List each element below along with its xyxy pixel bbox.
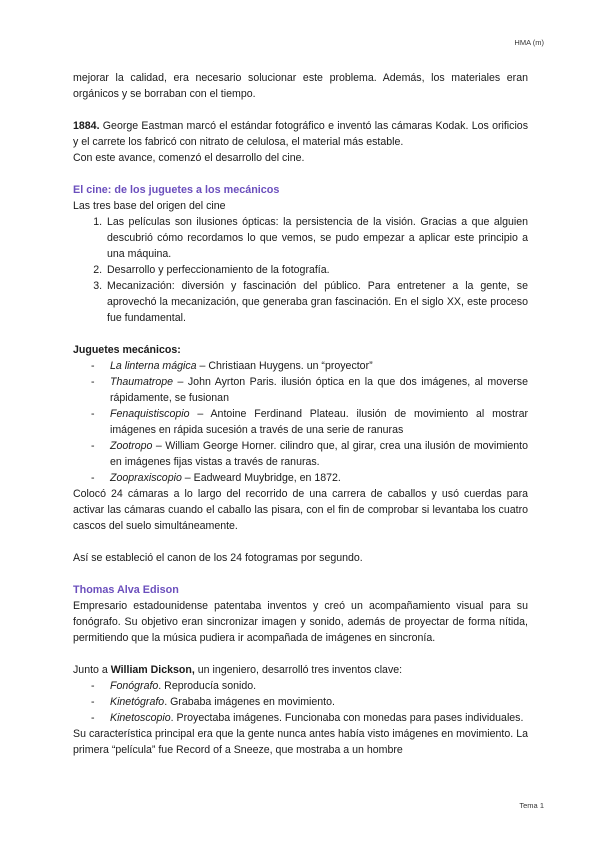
list-item: - La linterna mágica – Christiaan Huygens. un “proyector” <box>73 358 528 374</box>
list-item: - Zootropo – William George Horner. cilindro que, al girar, crea una ilusión de movimiento en imágenes fijas vistas a través de ranuras. <box>73 438 528 470</box>
paragraph-muybridge: Colocó 24 cámaras a lo largo del recorrido de una carrera de caballos y usó cuerdas para activar las cámaras cuando el caballo las pisara, con el fin de comprobar si levantaba los cuatro cascos del suelo simultáneamente. <box>73 488 528 532</box>
year-label: 1884. <box>73 120 100 132</box>
paragraph-continuation: mejorar la calidad, era necesario solucionar este problema. Además, los materiales eran orgánicos y se borraban con el tiempo. <box>73 72 528 100</box>
list-item: - Fenaquistiscopio – Antoine Ferdinand Plateau. ilusión de movimiento al mostrar imágenes en rápida sucesión a través de una serie de ranuras <box>73 406 528 438</box>
list-item: 3. Mecanización: diversión y fascinación del público. Para entretener a la gente, se aprovechó la mecanización, que generaba gran fascinación. En el siglo XX, este proceso fue fundamental. <box>105 278 528 326</box>
section-heading-origins: El cine: de los juguetes a los mecánicos <box>73 184 280 196</box>
toys-heading: Juguetes mecánicos: <box>73 344 181 356</box>
paragraph-edison: Empresario estadounidense patentaba inventos y creó un acompañamiento visual para su fonógrafo. Su objetivo eran sincronizar imagen y sonido, además de proyectar de forma nítida, permitiendo que la música pudiera ir acompañada de imágenes en sincronía. <box>73 600 528 644</box>
list-item: 1. Las películas son ilusiones ópticas: la persistencia de la visión. Gracias a que alguien descubrió cómo recordamos lo que vemos, se pudo empezar a aplicar este principio a una máquina. <box>105 214 528 262</box>
paragraph-dickson: Junto a William Dickson, un ingeniero, desarrolló tres inventos clave: <box>73 664 403 676</box>
paragraph-canon: Así se estableció el canon de los 24 fotogramas por segundo. <box>73 552 363 564</box>
document-body <box>73 70 528 758</box>
paragraph-cinema-start: Con este avance, comenzó el desarrollo del cine. <box>73 152 305 164</box>
page-header: HMA (m) <box>514 38 544 47</box>
inventions-list <box>73 678 528 726</box>
section-heading-edison: Thomas Alva Edison <box>73 584 179 596</box>
paragraph-final: Su característica principal era que la gente nunca antes había visto imágenes en movimiento. La primera “película” fue Record of a Sneeze, que mostraba a un hombre <box>73 728 528 756</box>
page-footer: Tema 1 <box>519 801 544 810</box>
list-item: - Kinetógrafo. Grababa imágenes en movimiento. <box>73 694 528 710</box>
paragraph-eastman: 1884. George Eastman marcó el estándar fotográfico e inventó las cámaras Kodak. Los orificios y el carrete los fabricó con nitrato de celulosa, el material más estable. <box>73 120 528 148</box>
list-item: - Zoopraxiscopio – Eadweard Muybridge, en 1872. <box>73 470 528 486</box>
list-item: - Fonógrafo. Reproducía sonido. <box>73 678 528 694</box>
list-item: - Kinetoscopio. Proyectaba imágenes. Funcionaba con monedas para pases individuales. <box>73 710 528 726</box>
section-intro: Las tres base del origen del cine <box>73 200 226 212</box>
toys-list <box>73 358 528 486</box>
list-item: 2. Desarrollo y perfeccionamiento de la fotografía. <box>105 262 528 278</box>
list-item: - Thaumatrope – John Ayrton Paris. ilusión óptica en la que dos imágenes, al moverse rápidamente, se fusionan <box>73 374 528 406</box>
origin-list <box>73 214 528 326</box>
